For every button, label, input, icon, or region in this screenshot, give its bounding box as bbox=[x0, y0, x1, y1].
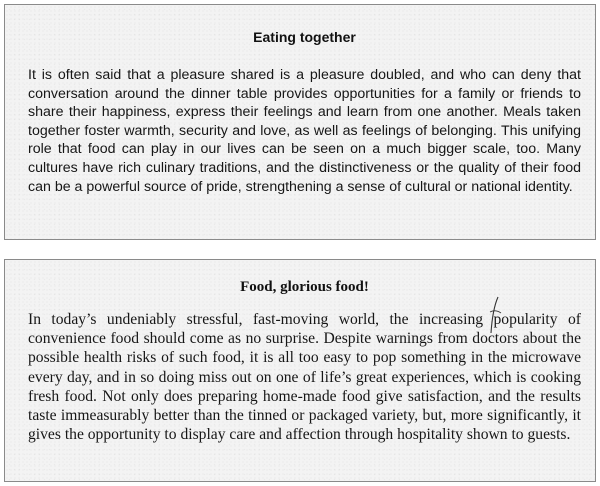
section-title: Eating together bbox=[253, 29, 356, 45]
text-box-food-glorious-food bbox=[4, 259, 596, 482]
section-title: Food, glorious food! bbox=[240, 279, 369, 295]
section-body: It is often said that a pleasure shared is a pleasure doubled, and who can deny that conversation around the dinner table provides opportunities for a family or friends to share their happiness, express their feelings and learn from one another. Meals taken together foster warmth, security and love, as well as feelings of belonging. This unifying role that food can play in our lives can be seen on a much bigger scale, too. Many cultures have rich culinary traditions, and the distinctiveness or the quality of their food can be a powerful source of pride, strengthening a sense of cultural or national identity. bbox=[28, 67, 581, 195]
section-body: In today’s undeniably stressful, fast-moving world, the increasing popularity of convenience food should come as no surprise. Despite warnings from doctors about the possible health risks of such food, it is all too easy to pop something in the microwave every day, and in so doing miss out on one of life’s great experiences, which is cooking fresh food. Not only does preparing home-made food give satisfaction, and the results taste immeasurably better than the tinned or packaged variety, but, more significantly, it gives the opportunity to display care and affection through hospitality shown to guests. bbox=[28, 311, 581, 444]
text-box-eating-together bbox=[4, 4, 596, 240]
